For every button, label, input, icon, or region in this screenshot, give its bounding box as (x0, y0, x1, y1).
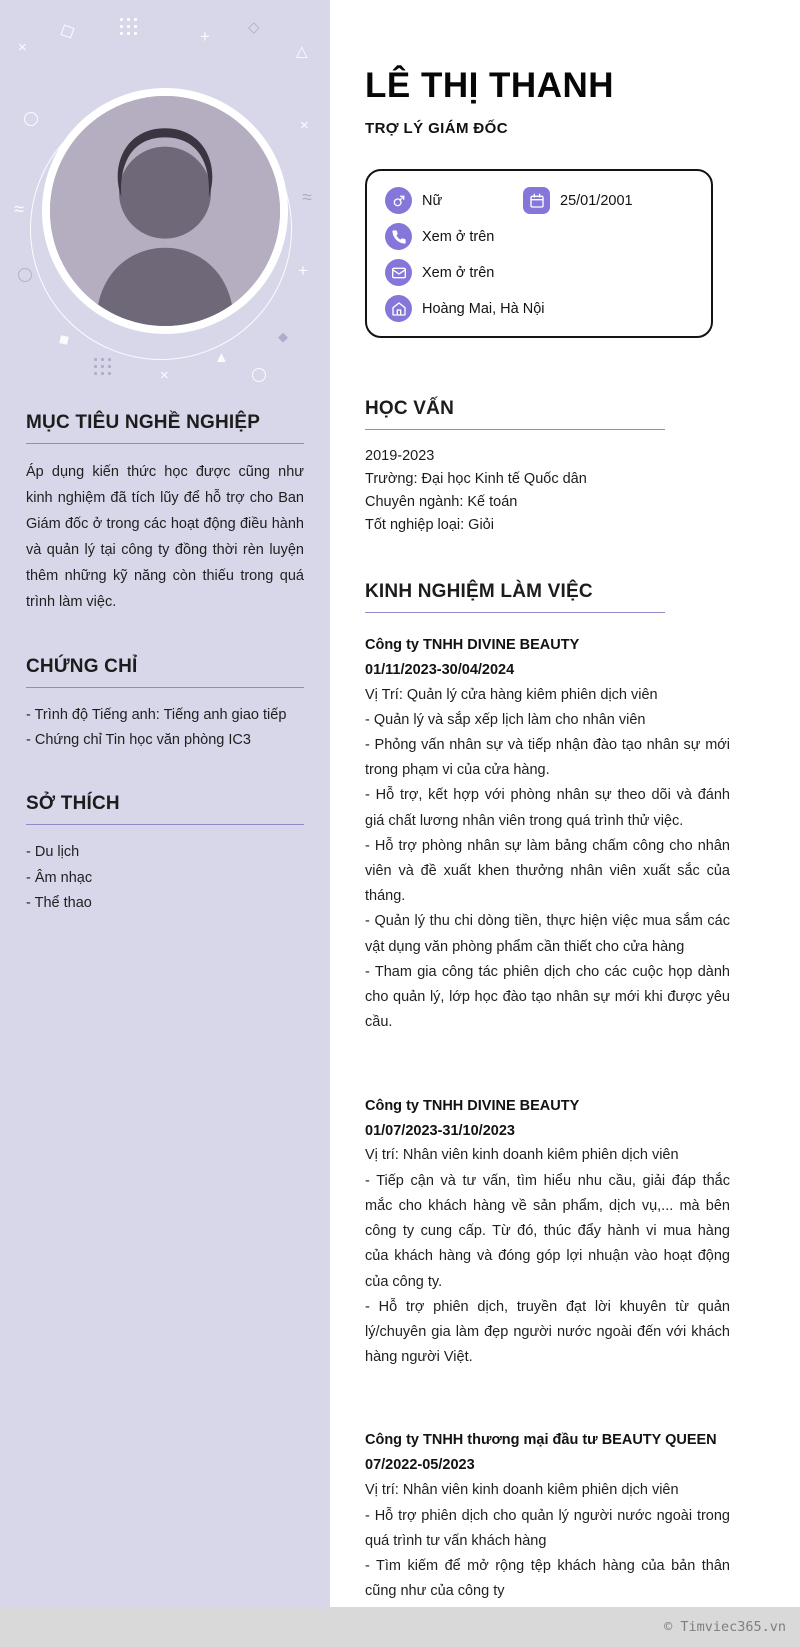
portrait-silhouette-icon (50, 96, 280, 326)
list-item: - Trình độ Tiếng anh: Tiếng anh giao tiếp (26, 706, 287, 723)
job-position: Vị trí: Nhân viên kinh doanh kiêm phiên dịch viên (365, 1147, 679, 1164)
gender-field (385, 187, 523, 214)
list-item: - Âm nhạc (26, 869, 93, 886)
hobbies-section (26, 793, 304, 916)
job-bullet: - Tìm kiếm để mở rộng tệp khách hàng của bản thân cũng như của công ty (365, 1557, 730, 1600)
phone-icon (385, 223, 412, 250)
objective-section (26, 412, 304, 616)
decor-triangle-icon: ▲ (214, 349, 229, 366)
decor-circle-icon (18, 268, 32, 282)
job-bullet: - Phỏng vấn nhân sự và tiếp nhận đào tạo nhân sự mới trong phạm vi của cửa hàng. (365, 736, 730, 779)
contact-info-card (365, 169, 713, 338)
hobbies-heading: SỞ THÍCH (26, 793, 304, 825)
profile-photo (42, 88, 288, 334)
education-section (365, 398, 730, 537)
gender-value: Nữ (422, 192, 443, 209)
job-bullet: - Tiếp cận và tư vấn, tìm hiểu nhu cầu, giải đáp thắc mắc cho khách hàng về sản phẩm, dịch vụ,... mà bên công ty cung cấp. Từ đó, thúc đẩy hành vi mua hàng của khách hàng và đóng góp lợi nhuận vào hoạt động của công ty. (365, 1172, 730, 1290)
decor-plus-icon: + (200, 27, 210, 46)
education-school: Trường: Đại học Kinh tế Quốc dân (365, 470, 587, 487)
profile-photo-area (42, 88, 288, 334)
decor-x-icon: × (300, 117, 309, 134)
objective-text: Áp dụng kiến thức học được cũng như kinh nghiệm đã tích lũy để hỗ trợ cho Ban Giám đốc ở trong các hoạt động điều hành và quản lý tại công ty đồng thời rèn luyện thêm những kỹ năng còn thiếu trong quá trình làm việc. (26, 464, 304, 611)
certificates-heading: CHỨNG CHỈ (26, 656, 304, 688)
education-grade: Tốt nghiệp loại: Giỏi (365, 516, 494, 533)
dob-value: 25/01/2001 (560, 192, 633, 209)
job-period: 01/11/2023-30/04/2024 (365, 661, 515, 678)
info-row (385, 295, 693, 322)
dob-field (523, 187, 633, 214)
sidebar (0, 0, 330, 1607)
job-bullet: - Hỗ trợ phiên dịch cho quản lý người nước ngoài trong quá trình tư vấn khách hàng (365, 1507, 730, 1549)
decor-wave-icon: ≈ (14, 199, 24, 219)
job-position: Vị trí: Nhân viên kinh doanh kiêm phiên dịch viên (365, 1482, 679, 1499)
certificates-section (26, 656, 304, 754)
info-row (385, 223, 693, 250)
job-bullet: - Hỗ trợ phòng nhân sự làm bảng chấm công cho nhân viên và đề xuất khen thưởng nhân viên xuất sắc của tháng. (365, 837, 730, 905)
decor-circle-icon (24, 112, 38, 126)
job-bullet: - Quản lý và sắp xếp lịch làm cho nhân viên (365, 711, 646, 728)
home-icon (385, 295, 412, 322)
job-company: Công ty TNHH DIVINE BEAUTY (365, 636, 580, 653)
phone-field (385, 223, 494, 250)
job-entry (365, 633, 730, 1036)
info-row (385, 187, 693, 214)
job-period: 07/2022-05/2023 (365, 1457, 475, 1474)
email-icon (385, 259, 412, 286)
job-position: Vị Trí: Quản lý cửa hàng kiêm phiên dịch viên (365, 686, 658, 703)
decor-x-icon: × (160, 367, 169, 384)
decor-dots-icon (118, 16, 138, 36)
decor-x-icon: × (18, 39, 27, 56)
education-major: Chuyên ngành: Kế toán (365, 493, 518, 510)
decor-square-icon (62, 26, 73, 37)
email-field (385, 259, 494, 286)
email-value: Xem ở trên (422, 264, 495, 281)
copyright-text: © Timviec365.vn (664, 1619, 786, 1635)
decor-plus-icon: + (298, 261, 308, 280)
education-years: 2019-2023 (365, 448, 435, 464)
job-bullet: - Tham gia công tác phiên dịch cho các cuộc họp dành cho quản lý, lớp học đào tạo nhân sự mới khi được yêu cầu. (365, 963, 730, 1031)
candidate-name: LÊ THỊ THANH (365, 66, 615, 105)
decor-diamond-icon: ◇ (248, 19, 260, 36)
address-field (385, 295, 545, 322)
decor-triangle-icon: △ (296, 43, 308, 60)
experience-heading: KINH NGHIỆM LÀM VIỆC (365, 581, 665, 613)
job-company: Công ty TNHH thương mại đầu tư BEAUTY QUEEN (365, 1432, 717, 1449)
calendar-icon (523, 187, 550, 214)
job-bullet: - Hỗ trợ, kết hợp với phòng nhân sự theo dõi và đánh giá chất lương nhân viên trong quá trình thử việc. (365, 787, 730, 829)
gender-icon (385, 187, 412, 214)
list-item: - Chứng chỉ Tin học văn phòng IC3 (26, 731, 251, 748)
address-value: Hoàng Mai, Hà Nội (422, 300, 545, 317)
phone-value: Xem ở trên (422, 228, 495, 245)
experience-section (365, 581, 730, 1630)
main-column (330, 0, 800, 1647)
objective-heading: MỤC TIÊU NGHỀ NGHIỆP (26, 412, 304, 444)
list-item: - Du lịch (26, 844, 80, 861)
info-row (385, 259, 693, 286)
list-item: - Thể thao (26, 895, 92, 912)
decor-wave-icon: ≈ (302, 187, 312, 207)
decor-diamond-icon: ◆ (278, 329, 288, 344)
job-entry (365, 1428, 730, 1629)
job-period: 01/07/2023-31/10/2023 (365, 1122, 515, 1139)
job-entry (365, 1094, 730, 1371)
education-heading: HỌC VẤN (365, 398, 665, 430)
job-bullet: - Quản lý thu chi dòng tiền, thực hiện việc mua sắm các vật dụng văn phòng phẩm cần thiết cho cửa hàng (365, 913, 730, 955)
job-bullet: - Hỗ trợ phiên dịch, truyền đạt lời khuyên từ quản lý/chuyên gia làm đẹp người nước ngoài đến với khách hàng người Việt. (365, 1298, 730, 1366)
candidate-title: TRỢ LÝ GIÁM ĐỐC (365, 120, 508, 137)
job-company: Công ty TNHH DIVINE BEAUTY (365, 1097, 580, 1114)
footer-bar (0, 1607, 800, 1647)
